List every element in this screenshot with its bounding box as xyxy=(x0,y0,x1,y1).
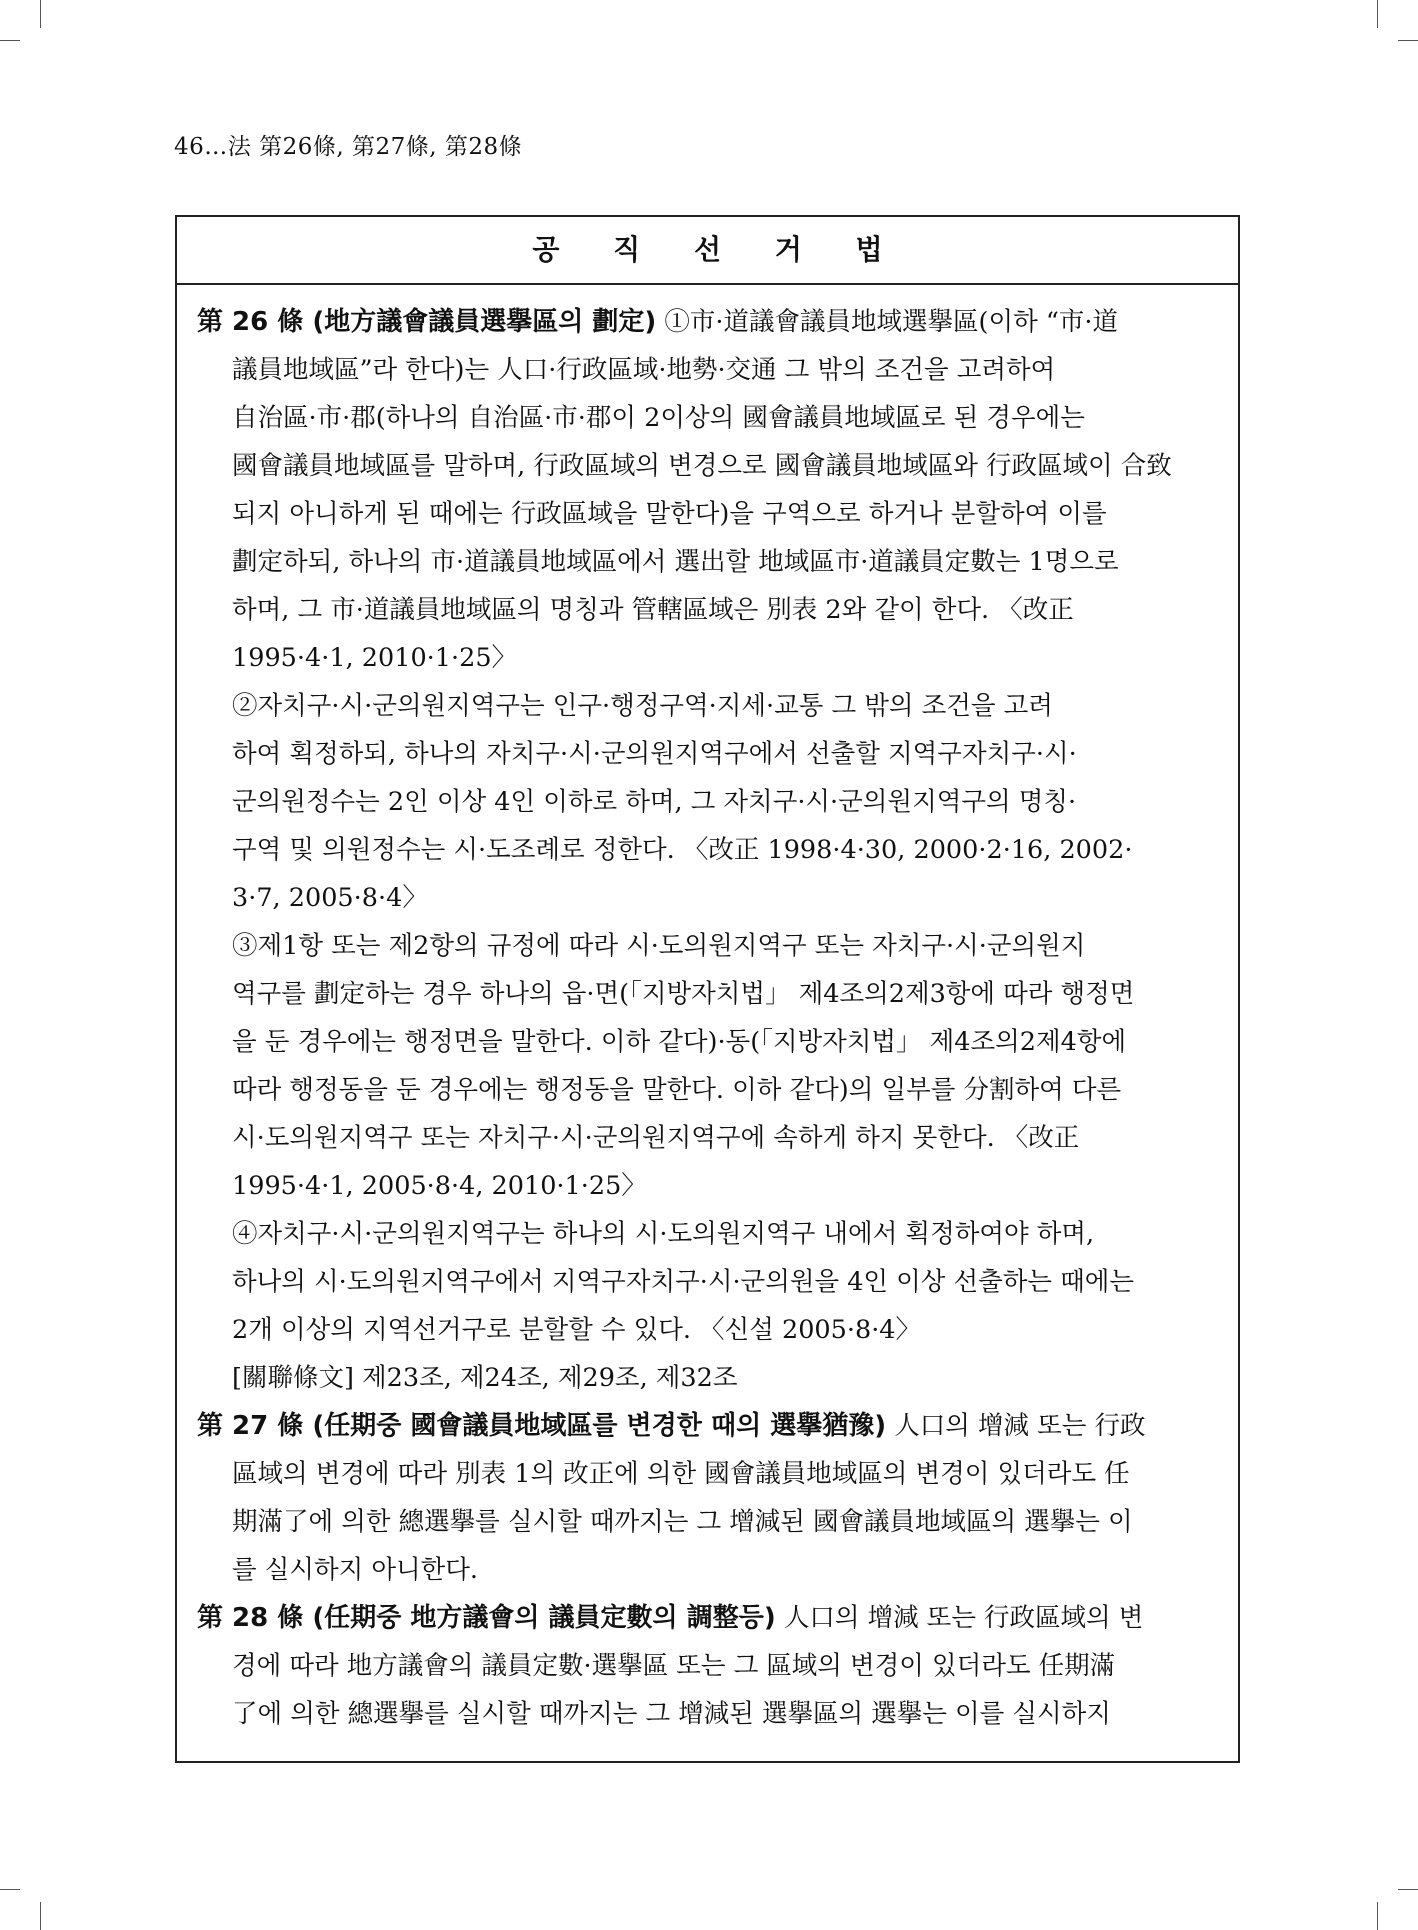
running-head: 46…法 第26條, 第27條, 第28條 xyxy=(174,134,523,160)
article-27-line: 期滿了에 의한 總選擧를 실시할 때까지는 그 增減된 國會議員地域區의 選擧는 이 xyxy=(232,1507,1133,1537)
article-26-line: ④자치구·시·군의원지역구는 하나의 시·도의원지역구 내에서 획정하여야 하며, xyxy=(232,1219,1095,1249)
article-28-heading: 第 28 條 (任期중 地方議會의 議員定數의 調整등) xyxy=(197,1603,776,1633)
article-26-line: 議員地域區”라 한다)는 人口·行政區域·地勢·交通 그 밖의 조건을 고려하여 xyxy=(232,355,1056,385)
article-26-line: 시·도의원지역구 또는 자치구·시·군의원지역구에 속하게 하지 못한다. 〈改正 xyxy=(232,1123,1080,1153)
article-28-line xyxy=(197,1600,1143,1636)
box-title: 공 직 선 거 법 xyxy=(177,217,1238,285)
article-28-line: 경에 따라 地方議會의 議員定數·選擧區 또는 그 區域의 변경이 있더라도 任期滿 xyxy=(232,1651,1116,1681)
article-26-line: 군의원정수는 2인 이상 4인 이하로 하며, 그 자치구·시·군의원지역구의 명칭· xyxy=(232,787,1077,817)
law-text-box xyxy=(175,215,1240,1763)
article-28-line: 了에 의한 總選擧를 실시할 때까지는 그 增減된 選擧區의 選擧는 이를 실시하지 xyxy=(232,1699,1111,1729)
article-26-line: 역구를 劃定하는 경우 하나의 읍·면(「지방자치법」 제4조의2제3항에 따라 행정면 xyxy=(232,979,1135,1009)
crop-mark-top-left-h xyxy=(0,40,20,41)
crop-mark-bottom-right-h xyxy=(1398,1889,1418,1890)
article-26-line: 自治區·市·郡(하나의 自治區·市·郡이 2이상의 國會議員地域區로 된 경우에는 xyxy=(232,403,1085,433)
article-28-text: 人口의 增減 또는 行政區域의 변 xyxy=(775,1603,1144,1633)
article-26-line: 1995·4·1, 2010·1·25〉 xyxy=(232,643,518,673)
crop-mark-top-right-v xyxy=(1377,0,1378,28)
article-26-line: 따라 행정동을 둔 경우에는 행정동을 말한다. 이하 같다)의 일부를 分割하여 다른 xyxy=(232,1075,1122,1105)
article-27-line: 區域의 변경에 따라 別表 1의 改正에 의한 國會議員地域區의 변경이 있더라도 任 xyxy=(232,1459,1130,1489)
article-27-text: 人口의 增減 또는 行政 xyxy=(886,1411,1146,1441)
crop-mark-top-right-h xyxy=(1398,40,1418,41)
article-26-heading: 第 26 條 (地方議會議員選擧區의 劃定) xyxy=(197,307,657,337)
article-26-text: ①市·道議會議員地域選擧區(이하 “市·道 xyxy=(656,307,1118,337)
article-26-line: 國會議員地域區를 말하며, 行政區域의 변경으로 國會議員地域區와 行政區域이 合致 xyxy=(232,451,1172,481)
crop-mark-bottom-left-v xyxy=(40,1902,41,1930)
article-26-line: ③제1항 또는 제2항의 규정에 따라 시·도의원지역구 또는 자치구·시·군의원지 xyxy=(232,931,1086,961)
article-26-line: 되지 아니하게 된 때에는 行政區域을 말한다)을 구역으로 하거나 분할하여 이를 xyxy=(232,499,1107,529)
article-26-line: ②자치구·시·군의원지역구는 인구·행정구역·지세·교통 그 밖의 조건을 고려 xyxy=(232,691,1053,721)
article-26-line: 劃定하되, 하나의 市·道議員地域區에서 選出할 地域區市·道議員定數는 1명으로 xyxy=(232,547,1119,577)
crop-mark-bottom-right-v xyxy=(1377,1902,1378,1930)
article-26-line: 을 둔 경우에는 행정면을 말한다. 이하 같다)·동(「지방자치법」 제4조의2제4항에 xyxy=(232,1027,1127,1057)
article-26-line: 하나의 시·도의원지역구에서 지역구자치구·시·군의원을 4인 이상 선출하는 때에는 xyxy=(232,1267,1135,1297)
related-articles: [關聯條文] 제23조, 제24조, 제29조, 제32조 xyxy=(232,1363,738,1393)
article-26-line xyxy=(197,304,1118,340)
article-26-line: 하며, 그 市·道議員地域區의 명칭과 管轄區域은 別表 2와 같이 한다. 〈改正 xyxy=(232,595,1074,625)
crop-mark-top-left-v xyxy=(40,0,41,28)
article-26-line: 구역 및 의원정수는 시·도조례로 정한다. 〈改正 1998·4·30, 2000·2·16, 2002· xyxy=(232,835,1133,865)
article-27-line xyxy=(197,1408,1145,1444)
article-26-line: 1995·4·1, 2005·8·4, 2010·1·25〉 xyxy=(232,1171,647,1201)
crop-mark-bottom-left-h xyxy=(0,1889,20,1890)
article-27-line: 를 실시하지 아니한다. xyxy=(232,1555,479,1585)
article-26-line: 하여 획정하되, 하나의 자치구·시·군의원지역구에서 선출할 지역구자치구·시· xyxy=(232,739,1077,769)
article-26-line: 2개 이상의 지역선거구로 분할할 수 있다. 〈신설 2005·8·4〉 xyxy=(232,1315,922,1345)
article-26-line: 3·7, 2005·8·4〉 xyxy=(232,883,428,913)
article-27-heading: 第 27 條 (任期중 國會議員地域區를 변경한 때의 選擧猶豫) xyxy=(197,1411,887,1441)
